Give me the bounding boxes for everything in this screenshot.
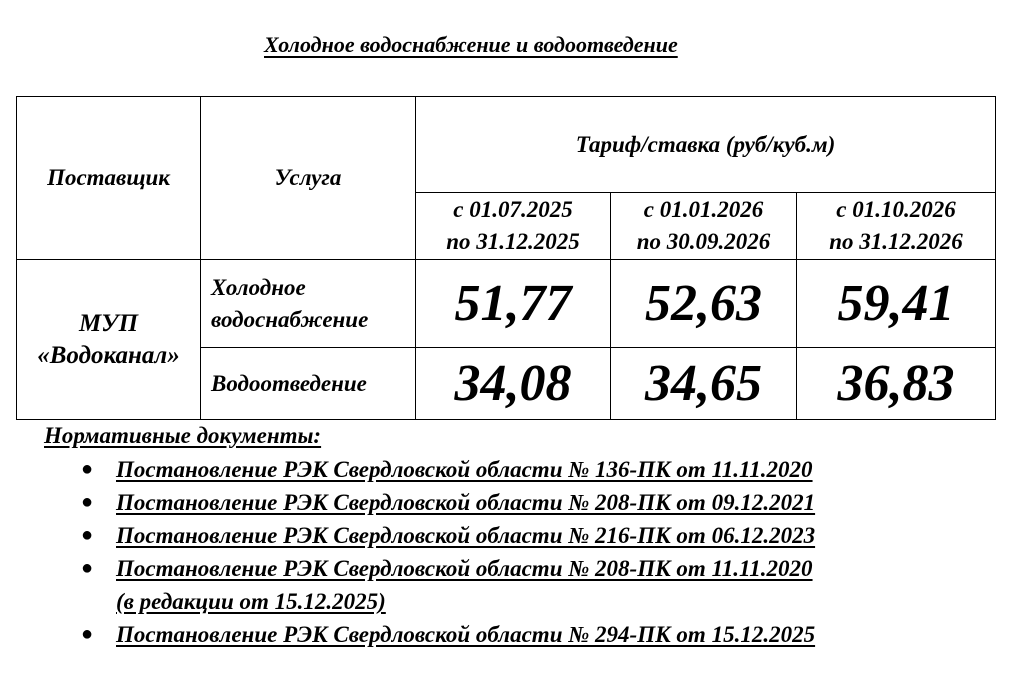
service-line-1: Водоотведение <box>211 370 367 396</box>
tariff-value: 51,77 <box>416 260 611 348</box>
period-2-to: по 30.09.2026 <box>636 229 771 254</box>
tariff-value: 34,08 <box>416 348 611 420</box>
bullet-icon: ● <box>81 557 94 579</box>
service-line-2: водоснабжение <box>211 306 369 332</box>
list-item <box>44 486 1004 519</box>
bullet-icon: ● <box>81 524 94 546</box>
period-1-from: с 01.07.2025 <box>453 197 573 222</box>
supplier-line-2: «Водоканал» <box>37 341 180 369</box>
doc-edition-note: (в редакции от 15.12.2025) <box>116 589 386 614</box>
page-title: Холодное водоснабжение и водоотведение <box>264 32 678 57</box>
doc-title: Постановление РЭК Свердловской области № 294-ПК от 15.12.2025 <box>116 622 816 647</box>
doc-title: Постановление РЭК Свердловской области № 216-ПК от 06.12.2023 <box>116 523 816 548</box>
period-header-3 <box>797 193 996 260</box>
period-1-to: по 31.12.2025 <box>446 229 580 254</box>
normative-documents <box>44 423 1004 651</box>
period-2-from: с 01.01.2026 <box>643 197 764 222</box>
period-header-2 <box>611 193 797 260</box>
bullet-icon: ● <box>81 458 94 480</box>
tariff-value: 34,65 <box>611 348 797 420</box>
period-header-1 <box>416 193 611 260</box>
doc-title: Постановление РЭК Свердловской области № 136-ПК от 11.11.2020 <box>116 457 813 482</box>
supplier-line-1: МУП <box>78 309 139 337</box>
bullet-icon: ● <box>81 623 94 645</box>
supplier-cell <box>17 260 201 420</box>
period-3-to: по 31.12.2026 <box>829 229 963 254</box>
header-supplier: Поставщик <box>17 97 201 260</box>
header-row-1 <box>17 97 996 193</box>
header-service: Услуга <box>201 97 416 260</box>
list-item <box>44 618 1004 651</box>
doc-title: Постановление РЭК Свердловской области № 208-ПК от 11.11.2020 <box>116 556 813 581</box>
service-cell <box>201 260 416 348</box>
list-item <box>44 453 1004 486</box>
tariff-value: 36,83 <box>797 348 996 420</box>
list-item <box>44 552 1004 618</box>
bullet-icon: ● <box>81 491 94 513</box>
tariff-value: 59,41 <box>797 260 996 348</box>
tariff-table <box>16 96 996 420</box>
docs-heading: Нормативные документы: <box>44 423 322 448</box>
tariff-value: 52,63 <box>611 260 797 348</box>
service-line-1: Холодное <box>211 274 306 300</box>
doc-title: Постановление РЭК Свердловской области № 208-ПК от 09.12.2021 <box>116 490 816 515</box>
docs-list <box>44 453 1004 651</box>
service-cell <box>201 348 416 420</box>
list-item <box>44 519 1004 552</box>
header-tariff: Тариф/ставка (руб/куб.м) <box>416 97 996 193</box>
period-3-from: с 01.10.2026 <box>836 197 956 222</box>
table-row <box>17 260 996 348</box>
